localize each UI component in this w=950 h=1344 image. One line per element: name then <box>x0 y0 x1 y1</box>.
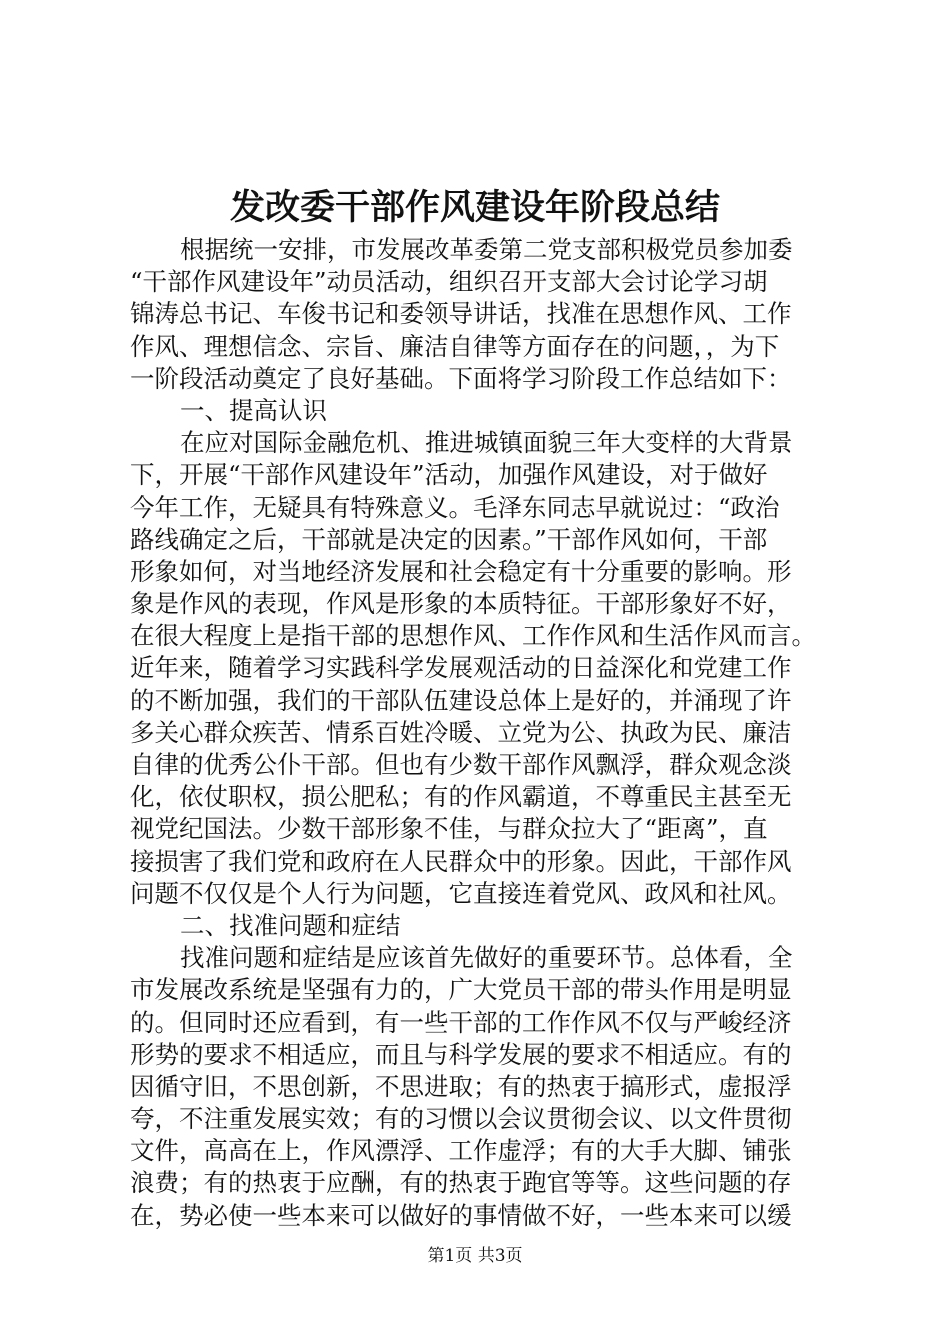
text-line: 多关心群众疾苦、情系百姓冷暖、立党为公、执政为民、廉洁 <box>130 717 792 747</box>
text-line: 找准问题和症结是应该首先做好的重要环节。总体看，全 <box>180 943 793 973</box>
text-line: 二、找准问题和症结 <box>180 910 401 940</box>
text-line: 今年工作，无疑具有特殊意义。毛泽东同志早就说过：“政治 <box>130 492 780 522</box>
text-line: 象是作风的表现，作风是形象的本质特征。干部形象好不好， <box>130 589 792 619</box>
document-body <box>130 234 830 1232</box>
text-line: 问题不仅仅是个人行为问题，它直接连着党风、政风和社风。 <box>130 878 792 908</box>
text-line: 的。但同时还应看到，有一些干部的工作作风不仅与严峻经济 <box>130 1007 792 1037</box>
text-line: 化，依仗职权，损公肥私；有的作风霸道，不尊重民主甚至无 <box>130 782 792 812</box>
text-line: 下，开展“干部作风建设年”活动，加强作风建设，对于做好 <box>130 460 768 490</box>
text-line: 在很大程度上是指干部的思想作风、工作作风和生活作风而言。 <box>130 621 816 651</box>
text-line: 形势的要求不相适应，而且与科学发展的要求不相适应。有的 <box>130 1039 792 1069</box>
text-line: 接损害了我们党和政府在人民群众中的形象。因此，干部作风 <box>130 846 792 876</box>
text-line: 市发展改系统是坚强有力的，广大党员干部的带头作用是明显 <box>130 975 792 1005</box>
text-line: 在，势必使一些本来可以做好的事情做不好，一些本来可以缓 <box>130 1200 792 1230</box>
text-line: 夸，不注重发展实效；有的习惯以会议贯彻会议、以文件贯彻 <box>130 1104 792 1134</box>
text-line: 因循守旧，不思创新，不思进取；有的热衷于搞形式，虚报浮 <box>130 1071 792 1101</box>
text-line: 视党纪国法。少数干部形象不佳，与群众拉大了“距离”，直 <box>130 814 768 844</box>
text-line: 浪费；有的热衷于应酬，有的热衷于跑官等等。这些问题的存 <box>130 1168 792 1198</box>
text-line: 的不断加强，我们的干部队伍建设总体上是好的，并涌现了许 <box>130 685 792 715</box>
text-line: 一阶段活动奠定了良好基础。下面将学习阶段工作总结如下： <box>130 363 792 393</box>
text-line: 在应对国际金融危机、推进城镇面貌三年大变样的大背景 <box>180 428 793 458</box>
page-footer: 第1页 共3页 <box>427 1246 523 1266</box>
text-line: 一、提高认识 <box>180 395 327 425</box>
text-line: 形象如何，对当地经济发展和社会稳定有十分重要的影响。形 <box>130 556 792 586</box>
text-line: “干部作风建设年”动员活动，组织召开支部大会讨论学习胡 <box>130 267 768 297</box>
document-title: 发改委干部作风建设年阶段总结 <box>229 187 720 228</box>
text-line: 文件，高高在上，作风漂浮、工作虚浮；有的大手大脚、铺张 <box>130 1136 792 1166</box>
text-line: 自律的优秀公仆干部。但也有少数干部作风飘浮，群众观念淡 <box>130 750 792 779</box>
text-line: 近年来，随着学习实践科学发展观活动的日益深化和党建工作 <box>130 653 792 683</box>
text-line: 作风、理想信念、宗旨、廉洁自律等方面存在的问题，，为下 <box>130 331 780 361</box>
text-line: 锦涛总书记、车俊书记和委领导讲话，找准在思想作风、工作 <box>130 299 792 329</box>
text-line: 路线确定之后，干部就是决定的因素。”干部作风如何，干部 <box>130 524 768 554</box>
text-line: 根据统一安排，市发展改革委第二党支部积极党员参加委 <box>180 235 793 264</box>
